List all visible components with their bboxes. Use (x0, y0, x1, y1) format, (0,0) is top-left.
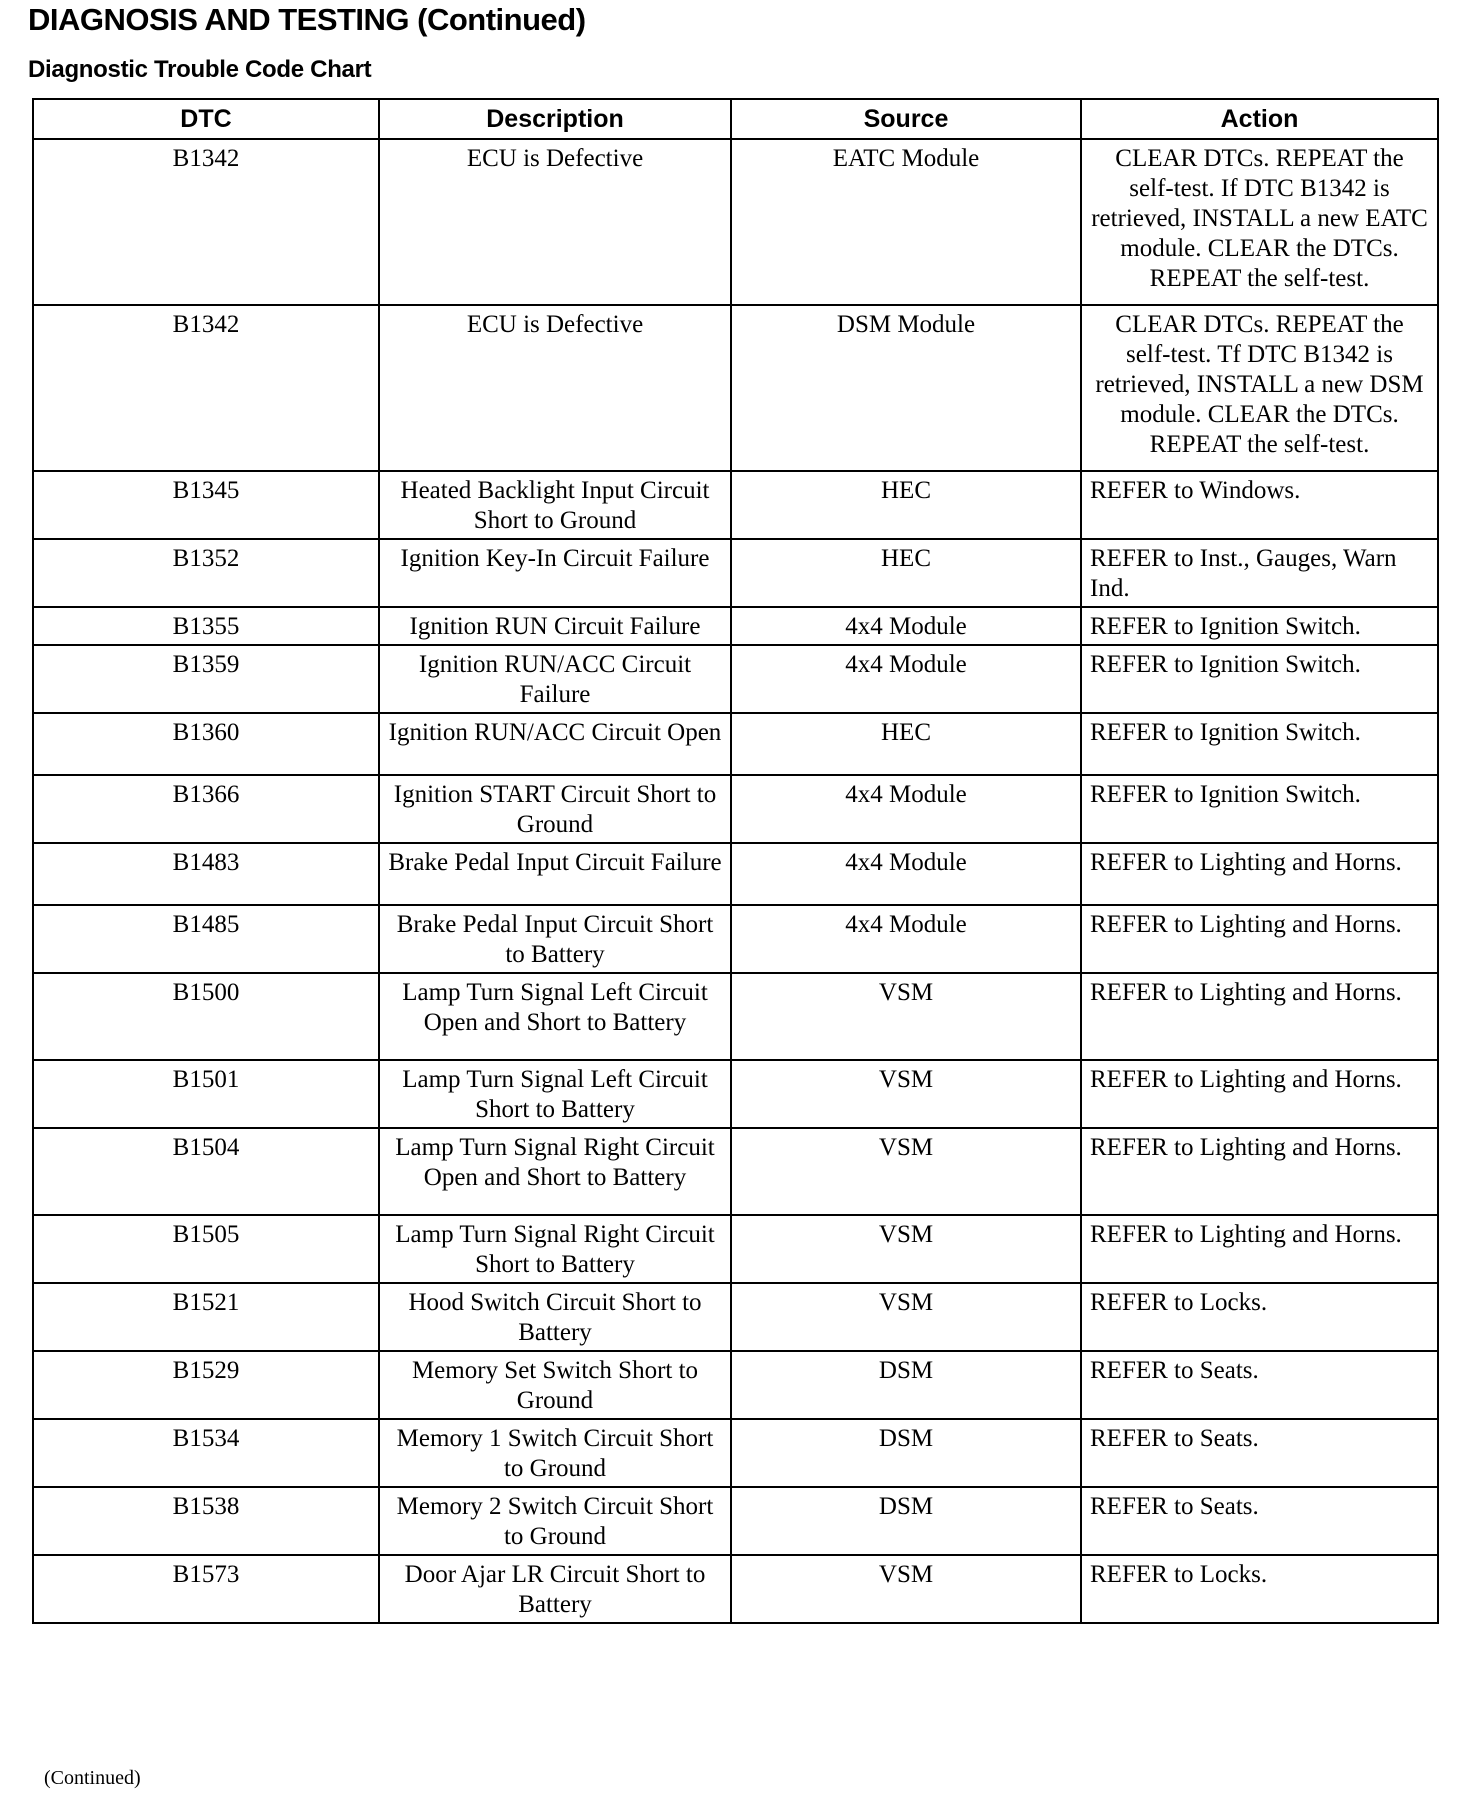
dtc-code: B1342 (33, 305, 379, 471)
dtc-source: VSM (731, 1128, 1081, 1215)
dtc-action: REFER to Ignition Switch. (1081, 645, 1438, 713)
dtc-code: B1360 (33, 713, 379, 775)
table-row (33, 1283, 1438, 1351)
dtc-action: REFER to Windows. (1081, 471, 1438, 539)
dtc-description: Heated Backlight Input Circuit Short to Ground (379, 471, 731, 539)
dtc-description: ECU is Defective (379, 305, 731, 471)
dtc-action: REFER to Ignition Switch. (1081, 713, 1438, 775)
dtc-source: DSM (731, 1487, 1081, 1555)
dtc-action: REFER to Ignition Switch. (1081, 775, 1438, 843)
dtc-code: B1500 (33, 973, 379, 1060)
dtc-action: REFER to Seats. (1081, 1487, 1438, 1555)
dtc-code: B1359 (33, 645, 379, 713)
dtc-description: Brake Pedal Input Circuit Short to Battery (379, 905, 731, 973)
dtc-source: HEC (731, 713, 1081, 775)
column-header-description: Description (379, 99, 731, 139)
dtc-action: CLEAR DTCs. REPEAT the self-test. If DTC B1342 is retrieved, INSTALL a new EATC module. CLEAR the DTCs. REPEAT the self-test. (1081, 139, 1438, 305)
dtc-code: B1534 (33, 1419, 379, 1487)
dtc-source: VSM (731, 1555, 1081, 1623)
table-row (33, 973, 1438, 1060)
table-row (33, 139, 1438, 305)
dtc-source: HEC (731, 471, 1081, 539)
dtc-action: REFER to Locks. (1081, 1283, 1438, 1351)
dtc-action: REFER to Seats. (1081, 1419, 1438, 1487)
dtc-description: Ignition Key-In Circuit Failure (379, 539, 731, 607)
dtc-description: ECU is Defective (379, 139, 731, 305)
table-row (33, 607, 1438, 645)
dtc-source: 4x4 Module (731, 775, 1081, 843)
dtc-action: REFER to Lighting and Horns. (1081, 905, 1438, 973)
page-title: DIAGNOSIS AND TESTING (Continued) (28, 2, 586, 37)
table-row (33, 905, 1438, 973)
dtc-source: 4x4 Module (731, 645, 1081, 713)
dtc-table (32, 98, 1439, 1624)
table-row (33, 1555, 1438, 1623)
dtc-description: Memory 1 Switch Circuit Short to Ground (379, 1419, 731, 1487)
dtc-description: Door Ajar LR Circuit Short to Battery (379, 1555, 731, 1623)
dtc-action: REFER to Locks. (1081, 1555, 1438, 1623)
dtc-action: REFER to Inst., Gauges, Warn Ind. (1081, 539, 1438, 607)
dtc-code: B1501 (33, 1060, 379, 1128)
dtc-source: HEC (731, 539, 1081, 607)
dtc-action: REFER to Lighting and Horns. (1081, 843, 1438, 905)
dtc-code: B1352 (33, 539, 379, 607)
dtc-code: B1573 (33, 1555, 379, 1623)
table-row (33, 1419, 1438, 1487)
dtc-description: Lamp Turn Signal Left Circuit Open and Short to Battery (379, 973, 731, 1060)
dtc-source: DSM (731, 1351, 1081, 1419)
dtc-source: DSM (731, 1419, 1081, 1487)
dtc-code: B1529 (33, 1351, 379, 1419)
table-row (33, 1487, 1438, 1555)
table-row (33, 305, 1438, 471)
dtc-action: CLEAR DTCs. REPEAT the self-test. Tf DTC B1342 is retrieved, INSTALL a new DSM module. CLEAR the DTCs. REPEAT the self-test. (1081, 305, 1438, 471)
dtc-source: 4x4 Module (731, 843, 1081, 905)
dtc-code: B1538 (33, 1487, 379, 1555)
table-row (33, 1060, 1438, 1128)
dtc-action: REFER to Lighting and Horns. (1081, 1128, 1438, 1215)
dtc-code: B1342 (33, 139, 379, 305)
dtc-code: B1483 (33, 843, 379, 905)
dtc-code: B1521 (33, 1283, 379, 1351)
dtc-code: B1504 (33, 1128, 379, 1215)
table-row (33, 1215, 1438, 1283)
table-row (33, 645, 1438, 713)
dtc-description: Ignition RUN/ACC Circuit Open (379, 713, 731, 775)
dtc-code: B1355 (33, 607, 379, 645)
dtc-description: Brake Pedal Input Circuit Failure (379, 843, 731, 905)
dtc-action: REFER to Lighting and Horns. (1081, 1060, 1438, 1128)
table-row (33, 539, 1438, 607)
dtc-source: EATC Module (731, 139, 1081, 305)
column-header-action: Action (1081, 99, 1438, 139)
dtc-description: Memory Set Switch Short to Ground (379, 1351, 731, 1419)
dtc-code: B1485 (33, 905, 379, 973)
dtc-source: 4x4 Module (731, 905, 1081, 973)
column-header-source: Source (731, 99, 1081, 139)
dtc-action: REFER to Lighting and Horns. (1081, 1215, 1438, 1283)
column-header-dtc: DTC (33, 99, 379, 139)
dtc-description: Lamp Turn Signal Right Circuit Open and Short to Battery (379, 1128, 731, 1215)
chart-title: Diagnostic Trouble Code Chart (28, 56, 372, 83)
dtc-code: B1345 (33, 471, 379, 539)
dtc-code: B1505 (33, 1215, 379, 1283)
dtc-source: VSM (731, 1283, 1081, 1351)
table-header-row (33, 99, 1438, 139)
dtc-description: Hood Switch Circuit Short to Battery (379, 1283, 731, 1351)
dtc-description: Memory 2 Switch Circuit Short to Ground (379, 1487, 731, 1555)
dtc-action: REFER to Ignition Switch. (1081, 607, 1438, 645)
dtc-description: Lamp Turn Signal Left Circuit Short to Battery (379, 1060, 731, 1128)
table-row (33, 713, 1438, 775)
dtc-action: REFER to Seats. (1081, 1351, 1438, 1419)
continued-note: (Continued) (44, 1767, 141, 1789)
dtc-source: DSM Module (731, 305, 1081, 471)
table-row (33, 843, 1438, 905)
table-row (33, 471, 1438, 539)
dtc-source: VSM (731, 973, 1081, 1060)
dtc-description: Lamp Turn Signal Right Circuit Short to Battery (379, 1215, 731, 1283)
table-row (33, 1351, 1438, 1419)
dtc-code: B1366 (33, 775, 379, 843)
dtc-action: REFER to Lighting and Horns. (1081, 973, 1438, 1060)
dtc-source: VSM (731, 1215, 1081, 1283)
dtc-description: Ignition START Circuit Short to Ground (379, 775, 731, 843)
dtc-source: 4x4 Module (731, 607, 1081, 645)
dtc-source: VSM (731, 1060, 1081, 1128)
dtc-description: Ignition RUN/ACC Circuit Failure (379, 645, 731, 713)
dtc-description: Ignition RUN Circuit Failure (379, 607, 731, 645)
table-row (33, 775, 1438, 843)
table-row (33, 1128, 1438, 1215)
